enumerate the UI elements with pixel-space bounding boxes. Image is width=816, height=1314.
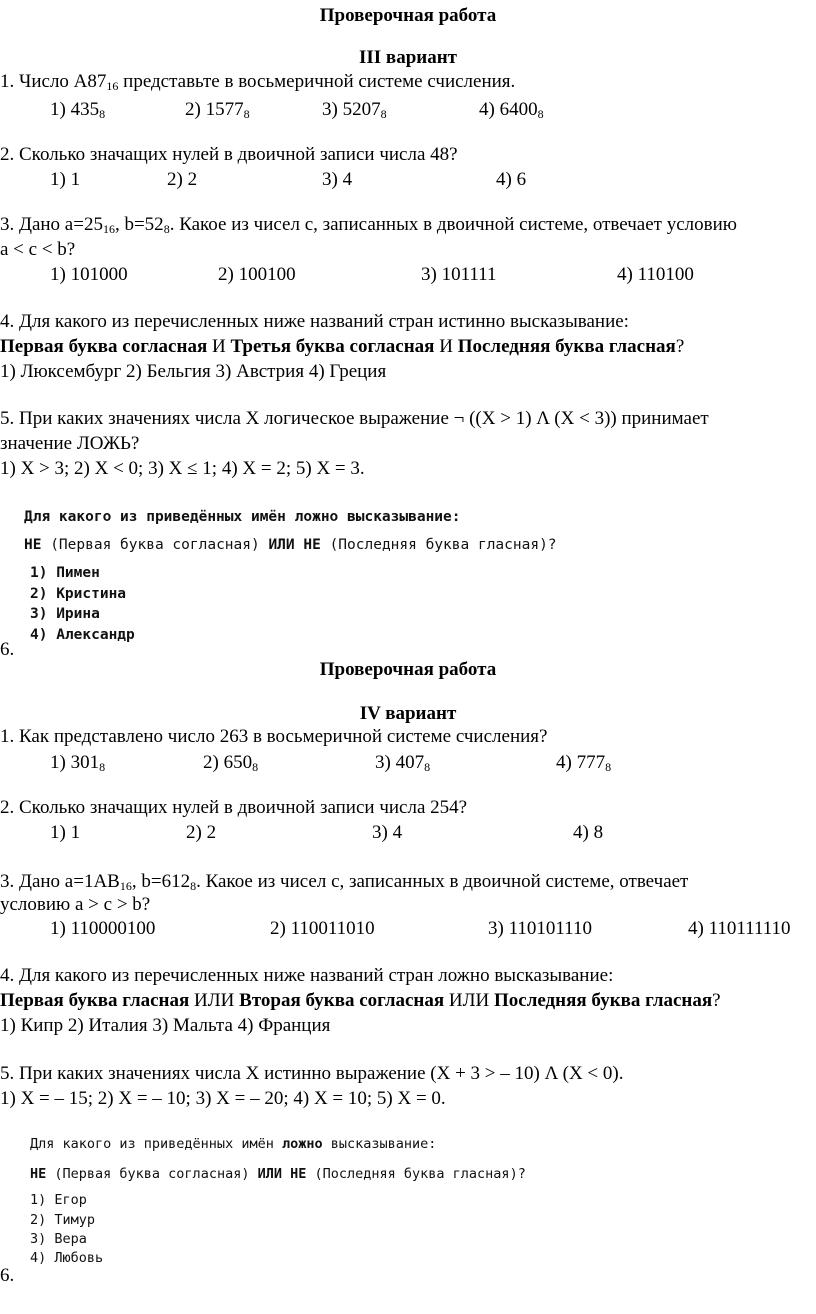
- v3-q2-option-2: 2) 2: [167, 169, 198, 190]
- v3-q3-option-4: 4) 110100: [617, 264, 694, 285]
- v4-q1-text: 1. Как представлено число 263 в восьмеричной системе счисления?: [0, 726, 548, 747]
- v4-q2-option-1: 1) 1: [50, 822, 81, 843]
- v3-q6-option-1: 1) Пимен: [30, 565, 100, 581]
- v4-q6-number: 6.: [0, 1265, 15, 1286]
- v4-q3-text: 3. Дано $a=1AB_{16}$, $b=612_8$. Какое из чисел c, записанных в двоичной системе, отвечает: [0, 871, 689, 893]
- v3-q6-option-3: 3) Ирина: [30, 606, 100, 622]
- v3-q1-option-2: 2) $1577_8$: [185, 99, 250, 121]
- v4-q1-option-2: 2) $650_8$: [203, 752, 259, 774]
- v4-q6-question: Для какого из приведённых имён ложно высказывание:: [30, 1136, 437, 1152]
- v4-q2-option-2: 2) 2: [186, 822, 217, 843]
- page-title-1: Проверочная работа: [319, 5, 497, 26]
- v3-q6-number: 6.: [0, 639, 15, 660]
- v3-q6-option-2: 2) Кристина: [30, 586, 127, 602]
- v4-q1-option-3: 3) $407_8$: [375, 752, 431, 774]
- v4-q6-task-image: [0, 1128, 640, 1278]
- v4-q4-options: 1) Кипр 2) Италия 3) Мальта 4) Франция: [0, 1015, 331, 1036]
- v4-q6-option-4: 4) Любовь: [30, 1250, 104, 1266]
- v3-q2-text: 2. Сколько значащих нулей в двоичной записи числа 48?: [0, 144, 458, 165]
- v3-q1-option-4: 4) $6400_8$: [479, 99, 544, 121]
- v3-q4-options: 1) Люксембург 2) Бельгия 3) Австрия 4) Греция: [0, 361, 387, 382]
- variant-title-3: III вариант: [359, 47, 457, 68]
- v3-q1-text: 1. Число $A87_{16}$ представьте в восьмеричной системе счисления.: [0, 71, 516, 93]
- v4-q2-option-3: 3) 4: [372, 822, 403, 843]
- v4-q3-option-2: 2) 110011010: [270, 918, 375, 939]
- v4-q6-option-3: 3) Вера: [30, 1231, 87, 1247]
- page-title-2: Проверочная работа: [319, 659, 497, 680]
- v3-q3-option-3: 3) 101111: [421, 264, 497, 285]
- v3-q6-expression: НЕ (Первая буква согласная) ИЛИ НЕ (Последняя буква гласная)?: [24, 537, 557, 553]
- v3-q2-option-3: 3) 4: [322, 169, 353, 190]
- v4-q4-statement: Первая буква гласная ИЛИ Вторая буква согласная ИЛИ Последняя буква гласная?: [0, 990, 721, 1011]
- v4-q6-expression: НЕ (Первая буква согласная) ИЛИ НЕ (Последняя буква гласная)?: [30, 1166, 526, 1182]
- v4-q6-option-1: 1) Егор: [30, 1192, 87, 1208]
- v4-q3-option-4: 4) 110111110: [688, 918, 791, 939]
- v3-q3-condition: a < c < b?: [0, 239, 76, 260]
- v4-q5-options: 1) X = – 15; 2) X = – 10; 3) X = – 20; 4) X = 10; 5) X = 0.: [0, 1088, 446, 1109]
- v3-q5-text-2: значение ЛОЖЬ?: [0, 433, 140, 454]
- v3-q3-option-1: 1) 101000: [50, 264, 128, 285]
- v4-q1-option-4: 4) $777_8$: [556, 752, 612, 774]
- v3-q5-text: 5. При каких значениях числа X логическое выражение ¬ ((X > 1) Λ (X < 3)) принимает: [0, 408, 709, 429]
- v3-q3-text: 3. Дано $a=25_{16}$, $b=52_8$. Какое из чисел c, записанных в двоичной системе, отвечает условию: [0, 214, 737, 236]
- v3-q1-option-1: 1) $435_8$: [50, 99, 106, 121]
- v3-q4-text: 4. Для какого из перечисленных ниже названий стран истинно высказывание:: [0, 311, 629, 332]
- v4-q4-text: 4. Для какого из перечисленных ниже названий стран ложно высказывание:: [0, 965, 614, 986]
- v4-q3-option-1: 1) 110000100: [50, 918, 156, 939]
- v3-q2-option-4: 4) 6: [496, 169, 527, 190]
- v3-q5-options: 1) X > 3; 2) X < 0; 3) X ≤ 1; 4) X = 2; 5) X = 3.: [0, 458, 365, 479]
- v4-q3-option-3: 3) 110101110: [488, 918, 592, 939]
- v3-q1-option-3: 3) $5207_8$: [322, 99, 387, 121]
- v4-q2-option-4: 4) 8: [573, 822, 604, 843]
- v4-q6-option-2: 2) Тимур: [30, 1212, 96, 1228]
- v4-q2-text: 2. Сколько значащих нулей в двоичной записи числа 254?: [0, 797, 468, 818]
- v4-q1-option-1: 1) $301_8$: [50, 752, 106, 774]
- v3-q6-question: Для какого из приведённых имён ложно высказывание:: [24, 509, 461, 525]
- v3-q6-option-4: 4) Александр: [30, 627, 135, 643]
- v3-q2-option-1: 1) 1: [50, 169, 81, 190]
- v3-q4-statement: Первая буква согласная И Третья буква согласная И Последняя буква гласная?: [0, 336, 685, 357]
- v3-q6-task-image: [0, 500, 640, 650]
- v4-q5-text: 5. При каких значениях числа X истинно выражение (X + 3 > – 10) Λ (X < 0).: [0, 1063, 624, 1084]
- variant-title-4: IV вариант: [359, 703, 457, 724]
- v4-q3-condition: условию a > c > b?: [0, 894, 151, 915]
- v3-q3-option-2: 2) 100100: [218, 264, 296, 285]
